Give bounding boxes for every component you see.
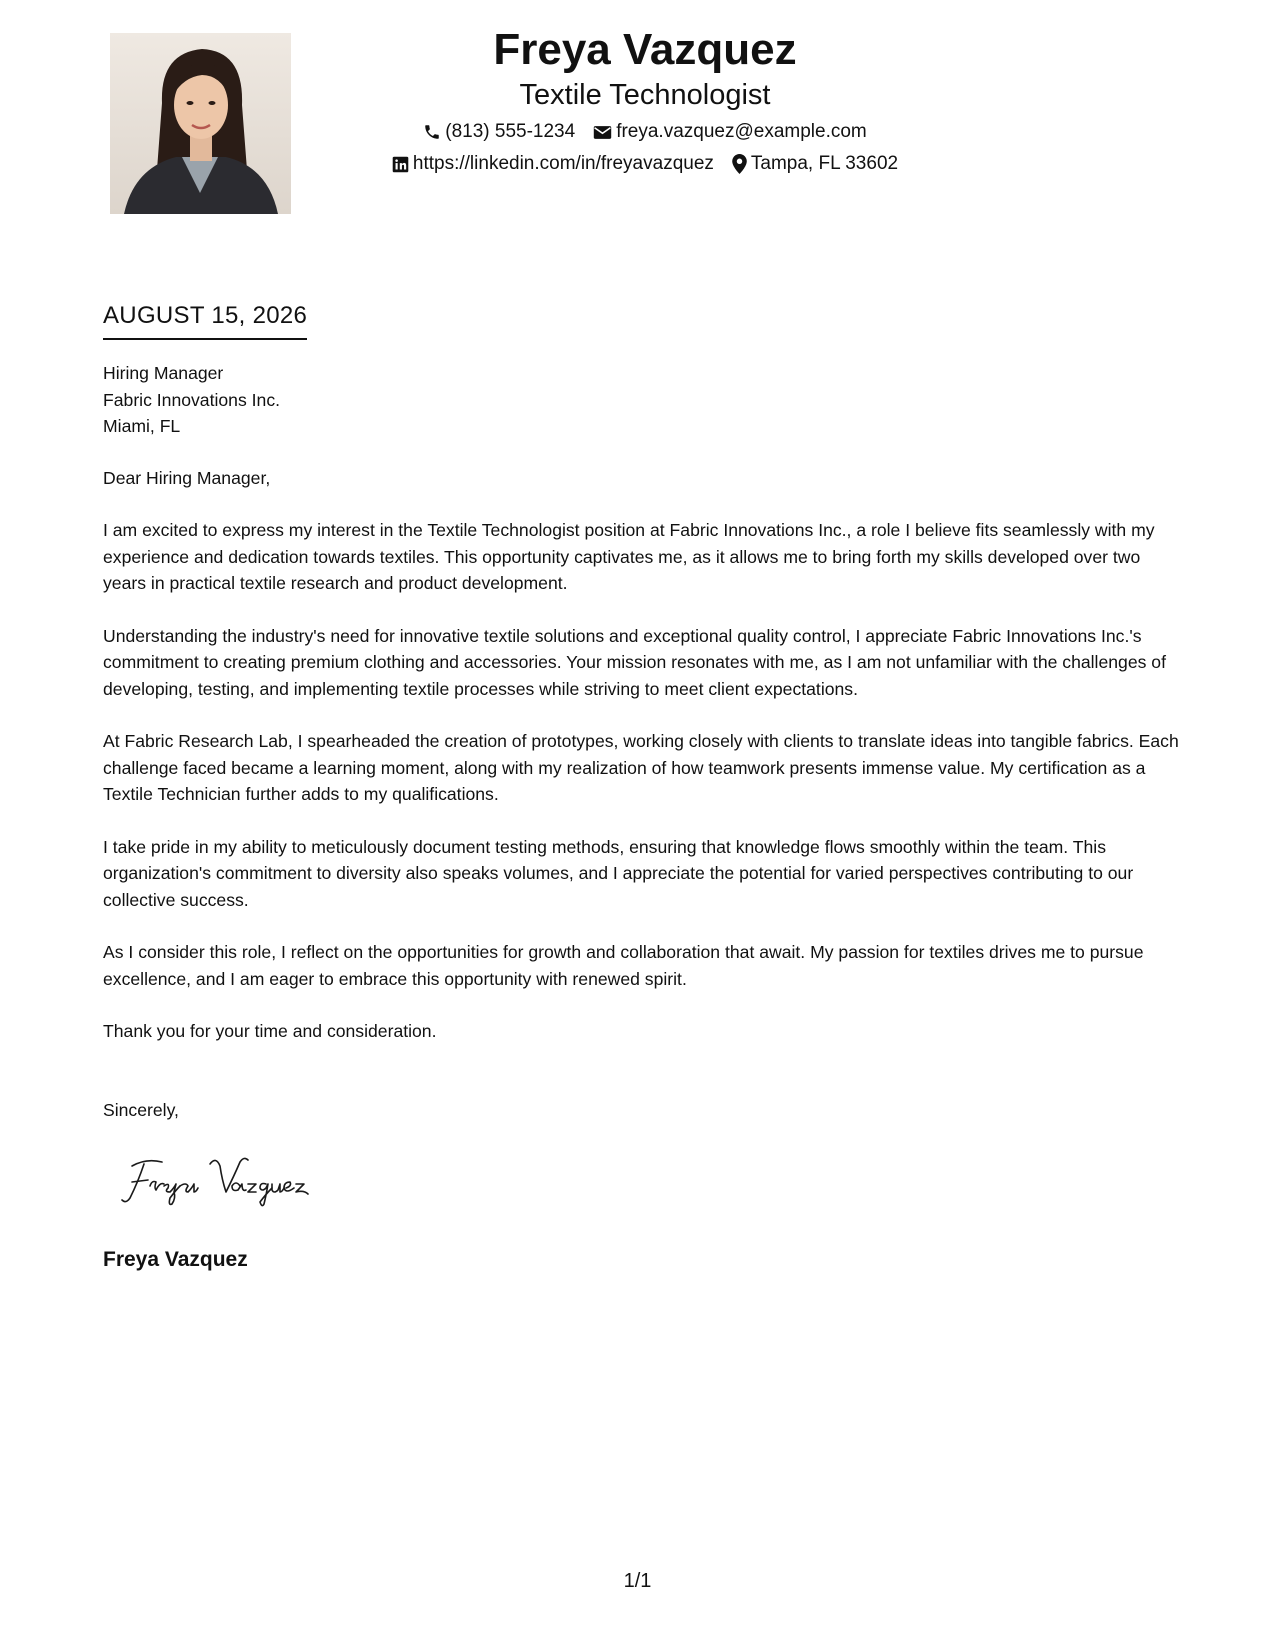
recipient-line: Miami, FL bbox=[103, 416, 181, 436]
body-paragraph: Understanding the industry's need for innovative textile solutions and exceptional quality control, I appreciate Fabric Innovations Inc.'s commitment to creating premium clothing and accessories. Your mission resonates with me, as I am not unfamiliar with the challenges of developing, testing, and implementing textile processes while striving to meet client expectations. bbox=[103, 625, 1166, 699]
body-paragraph: I take pride in my ability to meticulously document testing methods, ensuring that knowledge flows smoothly within the team. This organization's commitment to diversity also speaks volumes, and I appreciate the potential for varied perspectives contributing to our collective success. bbox=[103, 836, 1134, 910]
location-contact bbox=[732, 152, 898, 176]
contact-row-1 bbox=[300, 120, 990, 144]
linkedin-icon bbox=[392, 156, 409, 173]
salutation: Dear Hiring Manager, bbox=[103, 467, 271, 488]
body-paragraph: As I consider this role, I reflect on the opportunities for growth and collaboration that await. My passion for textiles drives me to pursue excellence, and I am eager to embrace this opportunity with renewed spirit. bbox=[103, 942, 1144, 989]
closing-line: Thank you for your time and consideration. bbox=[103, 1021, 437, 1041]
location-text: Tampa, FL 33602 bbox=[750, 153, 899, 174]
handwritten-signature bbox=[118, 1152, 348, 1208]
phone-contact bbox=[423, 120, 575, 144]
phone-text: (813) 555-1234 bbox=[445, 121, 576, 142]
phone-icon bbox=[423, 123, 441, 141]
body-paragraph: I am excited to express my interest in the Textile Technologist position at Fabric Innovations Inc., a role I believe fits seamlessly with my experience and dedication towards textiles. This opportunity captivates me, as it allows me to bring forth my skills developed over two years in practical textile research and product development. bbox=[103, 520, 1155, 593]
profile-photo bbox=[110, 33, 291, 214]
recipient-line: Fabric Innovations Inc. bbox=[103, 389, 281, 410]
contact-row-2 bbox=[300, 152, 990, 176]
letter-header bbox=[300, 22, 990, 176]
body-paragraph: At Fabric Research Lab, I spearheaded the creation of prototypes, working closely with clients to translate ideas into tangible fabrics. Each challenge faced became a learning moment, along with my realization of how teamwork presents immense value. My certification as a Textile Technician further adds to my qualifications. bbox=[103, 731, 1179, 804]
email-text[interactable]: freya.vazquez@example.com bbox=[616, 121, 867, 142]
letter-date: AUGUST 15, 2026 bbox=[103, 300, 307, 340]
envelope-icon bbox=[593, 125, 612, 140]
signer-name: Freya Vazquez bbox=[103, 1248, 248, 1271]
applicant-name: Freya Vazquez bbox=[493, 25, 797, 74]
applicant-title: Textile Technologist bbox=[519, 79, 771, 111]
recipient-block bbox=[103, 360, 1183, 440]
email-contact[interactable] bbox=[593, 120, 867, 144]
page-number: 1/1 bbox=[623, 1570, 652, 1592]
linkedin-text[interactable]: https://linkedin.com/in/freyavazquez bbox=[412, 153, 714, 174]
map-pin-icon bbox=[732, 154, 747, 174]
sign-off: Sincerely, bbox=[103, 1099, 179, 1120]
recipient-line: Hiring Manager bbox=[103, 363, 224, 383]
linkedin-contact[interactable] bbox=[392, 152, 714, 176]
letter-body bbox=[103, 360, 1183, 1123]
